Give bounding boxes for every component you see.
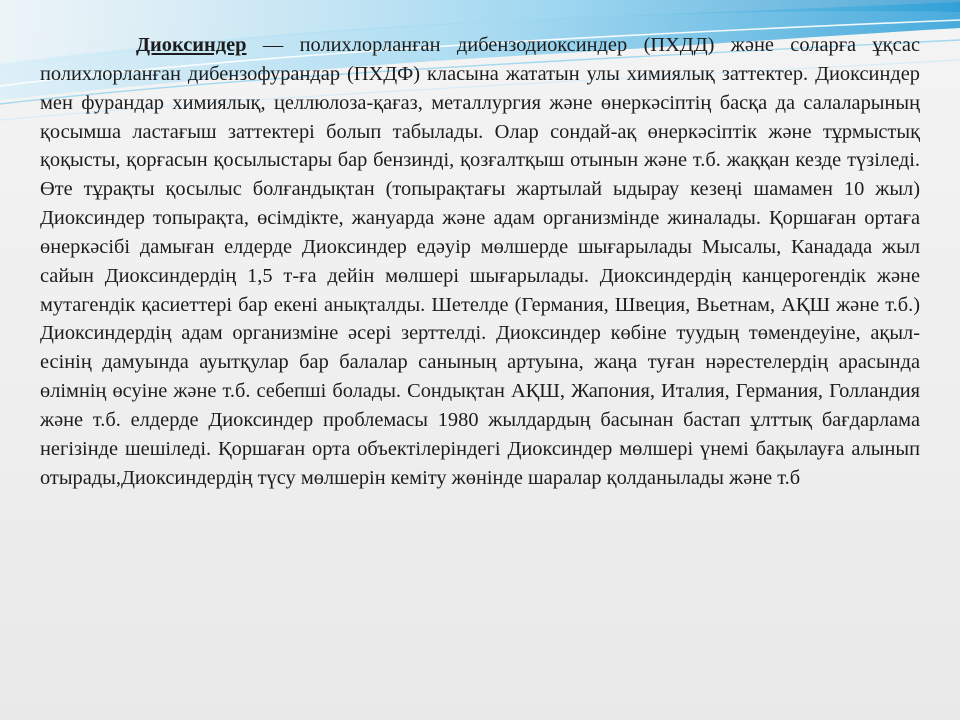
paragraph-text: — полихлорланған дибензодиоксиндер (ПХДД) және соларға ұқсас полихлорланған дибензофурандар (ПХДФ) класына жататын улы химиялық заттектер. Диоксиндер мен фурандар химиялық, целлюлоза-қағаз, металлургия және өнеркәсіптің басқа да салаларының қосымша ластағыш заттектері болып табылады. Олар сондай-ақ өнеркәсіптік және тұрмыстық қоқысты, қорғасын қосылыстары бар бензинді, қозғалтқыш отынын және т.б. жаққан кезде түзіледі. Өте тұрақты қосылыс болғандықтан (топырақтағы жартылай ыдырау кезеңі шамамен 10 жыл) Диоксиндер топырақта, өсімдікте, жануарда және адам организмінде жиналады. Қоршаған ортаға өнеркәсібі дамыған елдерде Диоксиндер едәуір мөлшерде шығарылады Мысалы, Канадада жыл сайын Диоксиндердің 1,5 т-ға дейін мөлшері шығарылады. Диоксиндердің канцерогендік және мутагендік қасиеттері бар екені анықталды. Шетелде (Германия, Швеция, Вьетнам, АҚШ және т.б.) Диоксиндердің адам организміне әсері зерттелді. Диоксиндер көбіне туудың төмендеуіне, ақыл-есінің дамуында ауытқулар бар балалар санының артуына, жаңа туған нәрестелердің арасында өлімнің өсуіне және т.б. себепші болады. Сондықтан АҚШ, Жапония, Италия, Германия, Голландия және т.б. елдерде Диоксиндер проблемасы 1980 жылдардың басынан бастап ұлттық бағдарлама негізінде шешіледі. Қоршаған орта объектілеріндегі Диоксиндер мөлшері үнемі бақылауға алынып отырады,Диоксиндердің түсу мөлшерін кеміту жөнінде шаралар қолданылады және т.б <box>40 34 920 489</box>
body-paragraph <box>40 31 920 493</box>
lead-term: Диоксиндер <box>136 34 247 56</box>
